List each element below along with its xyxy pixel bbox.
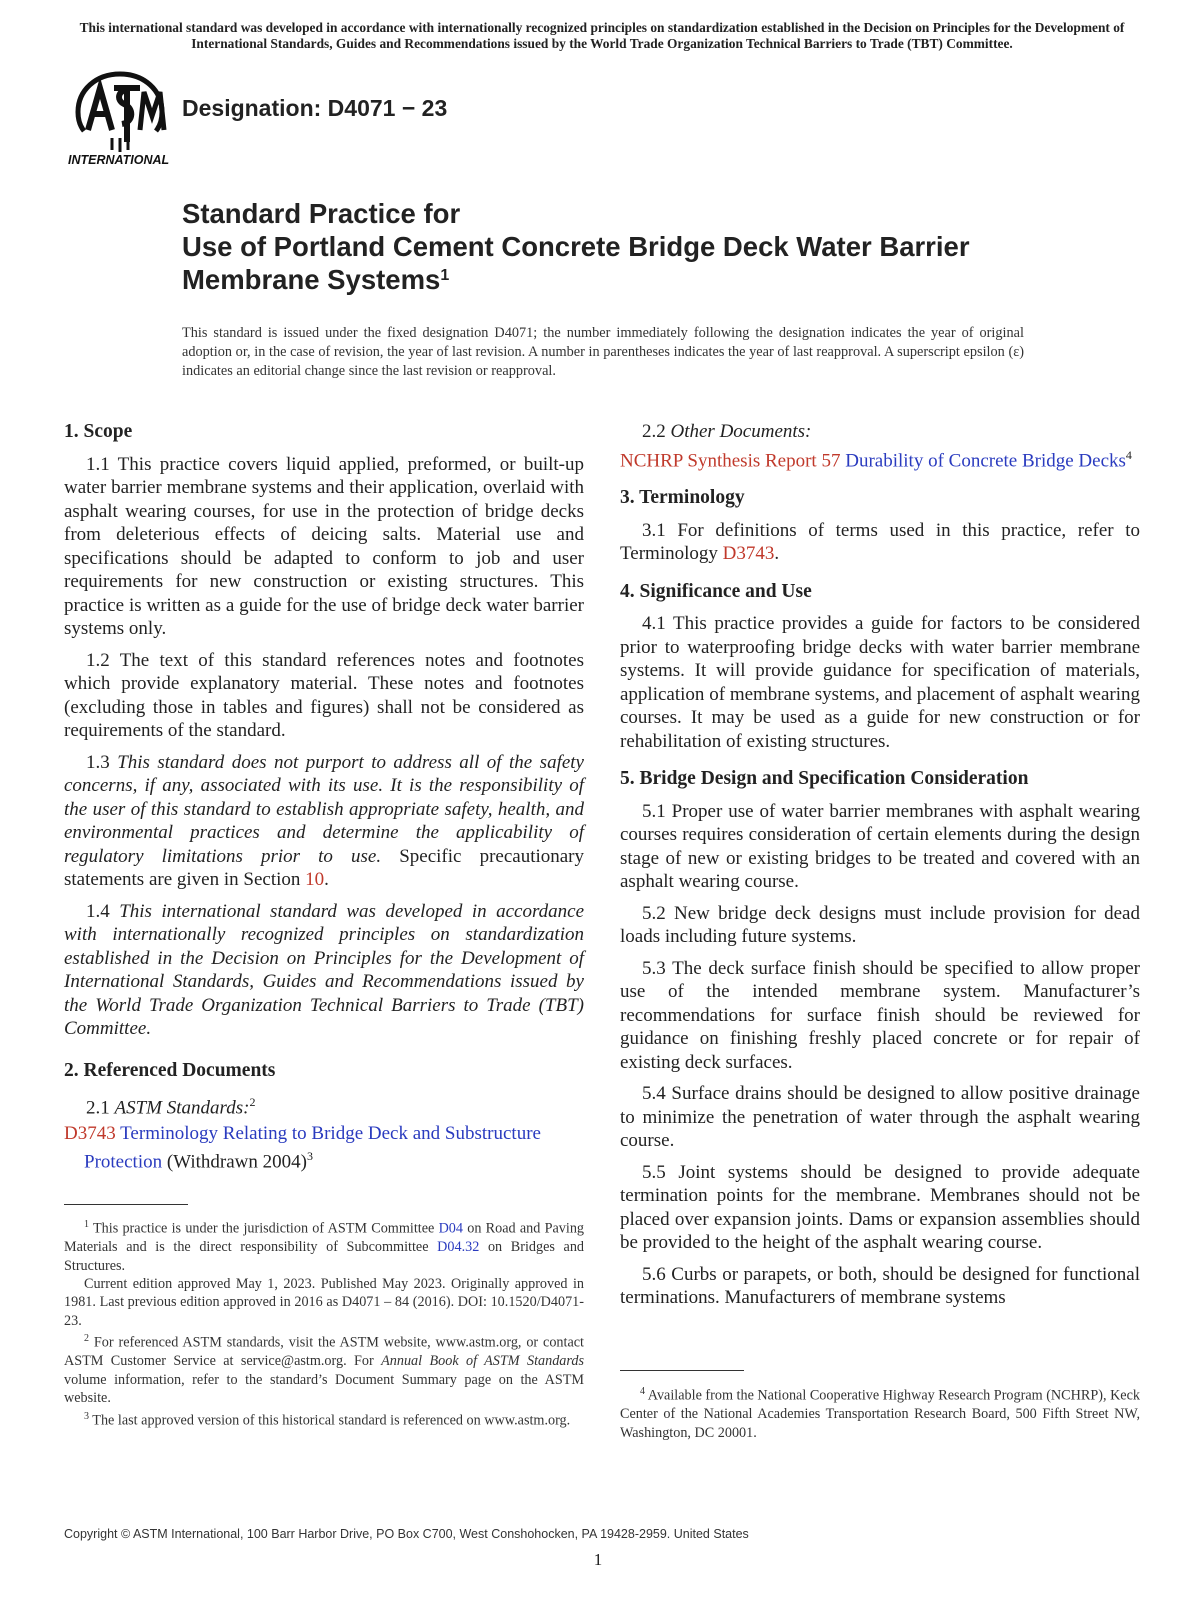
page-number: 1 — [593, 1550, 603, 1569]
d3743-link[interactable]: D3743 — [722, 543, 775, 565]
para-4-1: 4.1 This practice provides a guide for factors to be considered prior to waterproofing bridge decks with water barrier membrane systems. It will provide guidance for specification of materials, application of membrane systems, and placement of asphalt wearing courses. It may be used as a guide for new construction or for rehabilitation of existing structures. — [620, 613, 1140, 752]
para-2-1 — [64, 1091, 584, 1120]
section-3-heading: 3. Terminology — [620, 487, 745, 509]
committee-d04-link[interactable]: D04 — [438, 1220, 463, 1237]
footnote-1-text-a: This practice is under the jurisdiction of ASTM Committee — [93, 1220, 435, 1237]
para-5-4: 5.4 Surface drains should be designed to allow positive drainage to minimize the penetration of water through the asphalt wearing course. — [620, 1083, 1140, 1152]
footnote-2-mark-bottom: 2 — [84, 1333, 89, 1345]
title-line-2: Use of Portland Cement Concrete Bridge Deck Water Barrier — [182, 231, 970, 262]
footnote-3-mark-bottom: 3 — [84, 1410, 89, 1422]
footnote-1-mark: 1 — [84, 1219, 89, 1230]
title-line-1: Standard Practice for — [182, 198, 461, 229]
para-5-6: 5.6 Curbs or parapets, or both, should be designed for functional terminations. Manufacturers of membrane systems — [620, 1263, 1140, 1309]
subcommittee-d04-32-link[interactable]: D04.32 — [437, 1239, 480, 1256]
footnote-rule-right — [620, 1370, 744, 1371]
astm-logo-icon — [66, 68, 174, 168]
section-10-link[interactable]: 10 — [305, 869, 325, 890]
top-notice: This international standard was developed in accordance with internationally recognized principles on standardization established in the Decision on Principles for the Development of International Standards, Guides and Recommendations issued by the World Trade Organization Technical Barriers to Trade (TBT) Committee. — [79, 20, 1125, 51]
section-5-heading: 5. Bridge Design and Specification Consideration — [620, 768, 1029, 790]
reference-nchrp-title[interactable]: Durability of Concrete Bridge Decks — [845, 449, 1126, 471]
para-1-2: 1.2 The text of this standard references notes and footnotes which provide explanatory material. These notes and footnotes (excluding those in tables and figures) shall not be considered as requirements of the standard. — [64, 649, 584, 741]
para-3-1-text: 3.1 For definitions of terms used in this practice, refer to Terminology — [620, 519, 1140, 565]
footnote-2 — [64, 1330, 584, 1407]
reference-d3743 — [64, 1122, 584, 1174]
reference-nchrp — [620, 444, 1140, 473]
footnote-4-mark-bottom: 4 — [640, 1386, 645, 1397]
designation: Designation: D4071 − 23 — [182, 95, 448, 121]
para-1-4 — [64, 900, 584, 1041]
footnote-3-text: The last approved version of this historical standard is referenced on www.astm.org. — [92, 1412, 571, 1429]
footnote-2-mark: 2 — [249, 1095, 256, 1109]
footnotes-right — [620, 1383, 1140, 1442]
para-3-1 — [620, 519, 1140, 566]
para-1-1: 1.1 This practice covers liquid applied, preformed, or built-up water barrier membrane systems and their application, overlaid with asphalt wearing courses, for use in the protection of bridge decks from deleterious effects of deicing salts. Material use and specifications should be adapted to conform to job and user requirements for new construction or existing structures. This practice is written as a guide for the use of bridge deck water barrier systems only. — [64, 453, 584, 639]
document-title — [182, 197, 1142, 296]
para-5-2: 5.2 New bridge deck designs must include provision for dead loads including future systems. — [620, 902, 1140, 948]
section-4-heading: 4. Significance and Use — [620, 580, 812, 602]
right-column — [620, 420, 1140, 1318]
footnote-4-text: Available from the National Cooperative Highway Research Program (NCHRP), Keck Center of the National Academies Transportation Research Board, 500 Fifth Street NW, Washington, DC 20001. — [620, 1387, 1140, 1441]
para-5-3: 5.3 The deck surface finish should be specified to allow proper use of the intended membrane system. Manufacturer’s recommendations for surface finish should be reviewed for guidance on finishing freshly placed concrete or for repair of existing deck surfaces. — [620, 957, 1140, 1073]
para-2-1-num: 2.1 — [86, 1097, 110, 1119]
para-1-4-italic: This international standard was developed in accordance with internationally recognized principles on standardization established in the Decision on Principles for the Development of International Standards, Guides and Recommendations issued by the World Trade Organization Technical Barriers to Trade (TBT) Committee. — [64, 900, 584, 1039]
footnote-2-italic: Annual Book of ASTM Standards — [381, 1353, 584, 1370]
para-3-1-end: . — [774, 543, 780, 565]
title-line-3 — [182, 263, 1142, 296]
section-2-heading: 2. Referenced Documents — [64, 1059, 276, 1081]
reference-d3743-note: (Withdrawn 2004) — [166, 1151, 307, 1173]
svg-text:INTERNATIONAL: INTERNATIONAL — [68, 153, 170, 167]
copyright-notice: Copyright © ASTM International, 100 Barr Harbor Drive, PO Box C700, West Conshohocken, PA 19428-2959. United States — [64, 1527, 749, 1541]
footnote-3 — [64, 1408, 584, 1430]
para-1-3 — [64, 751, 584, 892]
footnote-1-text-b: on Road and Paving Materials and is the direct responsibility of Subcommittee — [64, 1220, 585, 1256]
astm-logo — [66, 68, 174, 168]
para-1-3-end: . — [324, 869, 329, 890]
para-2-2 — [620, 420, 1140, 444]
para-2-2-num: 2.2 — [642, 421, 666, 442]
para-5-1: 5.1 Proper use of water barrier membranes with asphalt wearing courses requires consideration of certain elements during the design stage of new or existing bridges to be treated and covered with an asphalt wearing course. — [620, 800, 1140, 893]
footnote-3-mark: 3 — [306, 1149, 313, 1164]
issuance-note: This standard is issued under the fixed designation D4071; the number immediately following the designation indicates the year of original adoption or, in the case of revision, the year of last revision. A number in parentheses indicates the year of last reapproval. A superscript epsilon (ε) indicates an editorial change since the last revision or reapproval. — [182, 325, 1024, 379]
reference-nchrp-code[interactable]: NCHRP Synthesis Report 57 — [620, 449, 841, 471]
para-5-5: 5.5 Joint systems should be designed to provide adequate termination points for the membrane. Membranes should not be placed over expansion joints. Dams or expansion assemblies should be provided to the height of the asphalt wearing course. — [620, 1161, 1140, 1254]
title-line-3-text: Membrane Systems — [182, 264, 441, 295]
para-1-3-rest: Specific precautionary statements are given in Section — [64, 845, 585, 890]
footnote-2-text-b: volume information, refer to the standard’s Document Summary page on the ASTM website. — [64, 1371, 584, 1407]
footnotes-left — [64, 1216, 584, 1430]
footnote-1 — [64, 1216, 584, 1275]
footnote-1-continued: Current edition approved May 1, 2023. Published May 2023. Originally approved in 1981. Last previous edition approved in 2016 as D4071 – 84 (2016). DOI: 10.1520/D4071-23. — [64, 1275, 584, 1329]
footnote-4 — [620, 1383, 1140, 1442]
para-1-3-num: 1.3 — [86, 751, 110, 773]
footnote-2-text-a: For referenced ASTM standards, visit the ASTM website, www.astm.org, or contact ASTM Customer Service at service@astm.org. For — [64, 1334, 584, 1370]
para-2-1-italic: ASTM Standards: — [114, 1097, 250, 1119]
para-1-3-italic: This standard does not purport to address all of the safety concerns, if any, associated with its use. It is the responsibility of the user of this standard to establish appropriate safety, health, and environmental practices and determine the applicability of regulatory limitations prior to use. — [64, 751, 584, 867]
footnote-1-text-c: on Bridges and Structures. — [64, 1239, 585, 1274]
footnote-4-mark: 4 — [1125, 447, 1132, 462]
reference-d3743-code[interactable]: D3743 — [64, 1122, 116, 1144]
section-1-heading: 1. Scope — [64, 421, 133, 442]
footnote-rule-left — [64, 1204, 188, 1205]
reference-d3743-title[interactable]: Terminology Relating to Bridge Deck and Substructure Protection — [84, 1122, 541, 1173]
para-2-2-italic: Other Documents: — [670, 421, 812, 442]
title-footnote-mark: 1 — [440, 267, 450, 284]
para-1-4-num: 1.4 — [86, 900, 110, 922]
left-column — [64, 420, 584, 1182]
